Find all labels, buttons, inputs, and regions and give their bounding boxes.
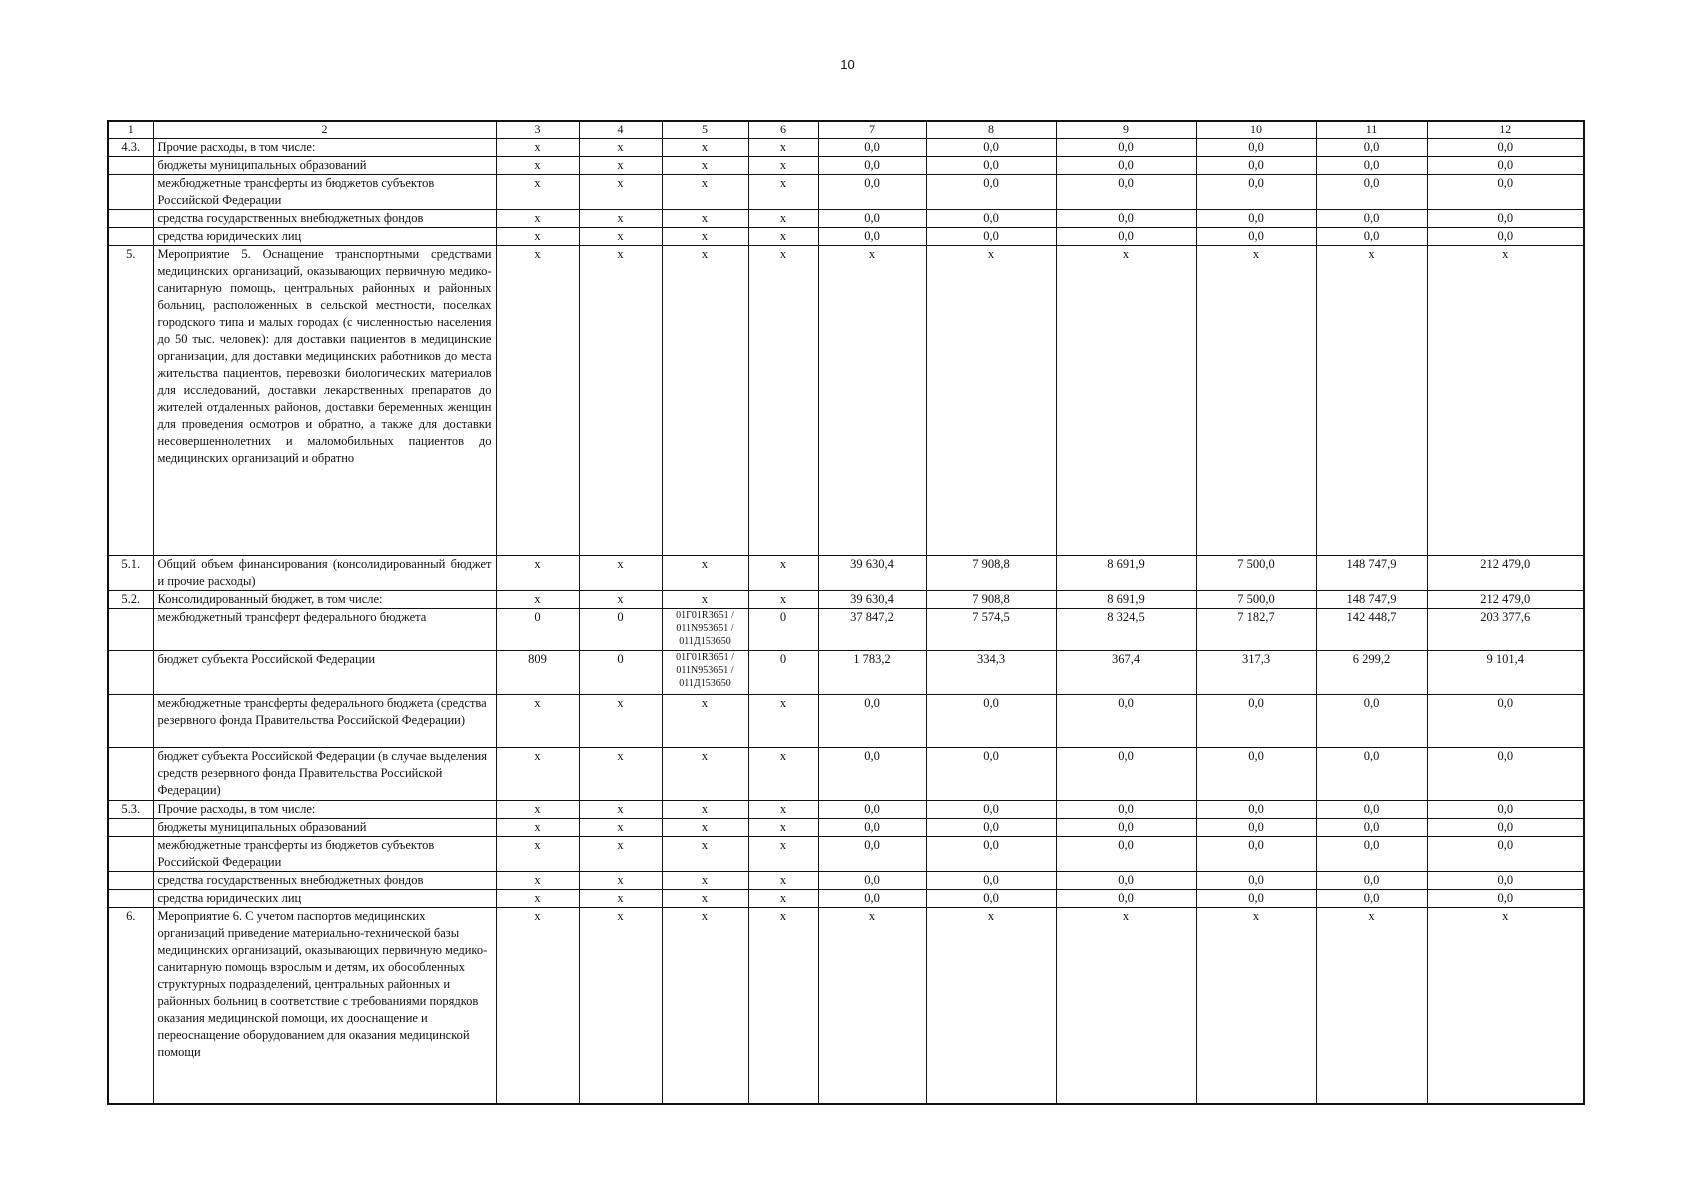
cell-col5: x [662, 556, 748, 591]
financing-table [107, 120, 1585, 1105]
row-description: Мероприятие 6. С учетом паспортов медицинских организаций приведение материально-технической базы медицинских организаций, оказывающих первичную медико-санитарную помощь взрослым и детям, их обособленных структурных подразделений, центральных районных и районных больниц в соответствие с требованиями порядков оказания медицинской помощи, их дооснащение и переоснащение оборудованием для оказания медицинской помощи [153, 908, 496, 1104]
header-cell: 1 [108, 121, 153, 139]
cell-value: 0,0 [1056, 748, 1196, 801]
cell-col6: x [748, 228, 818, 246]
cell-col3: x [496, 890, 579, 908]
cell-col4: x [579, 890, 662, 908]
row-number [108, 228, 153, 246]
cell-col6: x [748, 748, 818, 801]
cell-col3: x [496, 246, 579, 556]
cell-value: 0,0 [1427, 748, 1584, 801]
cell-value: 0,0 [1056, 872, 1196, 890]
table-row [108, 157, 1584, 175]
cell-value: 0,0 [1196, 819, 1316, 837]
cell-value: x [926, 246, 1056, 556]
cell-col4: x [579, 695, 662, 748]
cell-value: 0,0 [926, 175, 1056, 210]
cell-value: 0,0 [1427, 819, 1584, 837]
cell-value: 0,0 [926, 228, 1056, 246]
cell-value: 0,0 [1316, 139, 1427, 157]
cell-col5: x [662, 591, 748, 609]
cell-value: 0,0 [926, 819, 1056, 837]
cell-value: 0,0 [1427, 890, 1584, 908]
cell-value: 0,0 [818, 819, 926, 837]
row-description: межбюджетные трансферты из бюджетов субъектов Российской Федерации [153, 837, 496, 872]
cell-value: 0,0 [926, 139, 1056, 157]
row-description: бюджеты муниципальных образований [153, 819, 496, 837]
cell-col4: x [579, 157, 662, 175]
cell-col3: x [496, 591, 579, 609]
cell-col4: x [579, 591, 662, 609]
row-number: 5.2. [108, 591, 153, 609]
cell-col6: x [748, 819, 818, 837]
header-row [108, 121, 1584, 139]
cell-col6: x [748, 837, 818, 872]
cell-value: 0,0 [818, 139, 926, 157]
cell-col3: x [496, 157, 579, 175]
header-cell: 11 [1316, 121, 1427, 139]
cell-value: 7 500,0 [1196, 591, 1316, 609]
row-description: бюджет субъекта Российской Федерации [153, 651, 496, 695]
row-number [108, 748, 153, 801]
cell-col3: 0 [496, 609, 579, 651]
cell-col5: x [662, 246, 748, 556]
cell-value: 0,0 [818, 890, 926, 908]
cell-value: x [1427, 908, 1584, 1104]
cell-value: 0,0 [1056, 139, 1196, 157]
cell-col6: x [748, 210, 818, 228]
cell-value: 7 500,0 [1196, 556, 1316, 591]
cell-value: 148 747,9 [1316, 556, 1427, 591]
cell-value: 0,0 [926, 890, 1056, 908]
cell-value: 0,0 [818, 748, 926, 801]
table-row [108, 872, 1584, 890]
cell-value: x [1427, 246, 1584, 556]
row-number [108, 157, 153, 175]
cell-value: 0,0 [818, 157, 926, 175]
cell-col5: x [662, 908, 748, 1104]
row-description: средства юридических лиц [153, 228, 496, 246]
cell-value: 0,0 [1427, 139, 1584, 157]
cell-value: 0,0 [1056, 695, 1196, 748]
cell-value: x [1196, 246, 1316, 556]
cell-col3: x [496, 556, 579, 591]
cell-value: 0,0 [1196, 695, 1316, 748]
table-row [108, 556, 1584, 591]
cell-col6: x [748, 890, 818, 908]
cell-col5: x [662, 175, 748, 210]
cell-col5: x [662, 228, 748, 246]
cell-value: 0,0 [1316, 228, 1427, 246]
table-row [108, 139, 1584, 157]
cell-value: 0,0 [1056, 175, 1196, 210]
cell-value: 0,0 [1196, 872, 1316, 890]
cell-value: 0,0 [1316, 837, 1427, 872]
cell-value: 0,0 [926, 157, 1056, 175]
cell-col6: x [748, 695, 818, 748]
row-description: бюджеты муниципальных образований [153, 157, 496, 175]
table-row [108, 890, 1584, 908]
header-cell: 5 [662, 121, 748, 139]
cell-value: 0,0 [1196, 837, 1316, 872]
table-row [108, 591, 1584, 609]
cell-col4: x [579, 748, 662, 801]
cell-col4: x [579, 801, 662, 819]
cell-col4: x [579, 175, 662, 210]
cell-col3: x [496, 175, 579, 210]
cell-value: 0,0 [1427, 695, 1584, 748]
cell-value: 0,0 [1196, 748, 1316, 801]
row-description: межбюджетные трансферты из бюджетов субъектов Российской Федерации [153, 175, 496, 210]
table-row [108, 246, 1584, 556]
cell-col6: x [748, 157, 818, 175]
cell-value: 0,0 [1427, 872, 1584, 890]
cell-col6: 0 [748, 651, 818, 695]
cell-value: 8 691,9 [1056, 591, 1196, 609]
row-number: 5.1. [108, 556, 153, 591]
row-number [108, 890, 153, 908]
row-number [108, 872, 153, 890]
row-number: 4.3. [108, 139, 153, 157]
cell-col3: x [496, 228, 579, 246]
cell-value: 0,0 [926, 872, 1056, 890]
cell-col5: x [662, 157, 748, 175]
cell-col5: x [662, 872, 748, 890]
cell-col4: x [579, 210, 662, 228]
table-row [108, 837, 1584, 872]
table-row [108, 228, 1584, 246]
header-cell: 12 [1427, 121, 1584, 139]
cell-col5: x [662, 695, 748, 748]
row-description: межбюджетные трансферты федерального бюджета (средства резервного фонда Правительства Российской Федерации) [153, 695, 496, 748]
cell-value: x [818, 246, 926, 556]
cell-value: 0,0 [926, 801, 1056, 819]
cell-col6: 0 [748, 609, 818, 651]
header-cell: 6 [748, 121, 818, 139]
cell-col6: x [748, 139, 818, 157]
row-number [108, 819, 153, 837]
cell-col3: x [496, 819, 579, 837]
cell-value: 0,0 [1196, 210, 1316, 228]
cell-value: 0,0 [818, 228, 926, 246]
cell-value: 0,0 [926, 837, 1056, 872]
row-number [108, 175, 153, 210]
table-row [108, 801, 1584, 819]
cell-value: 0,0 [818, 801, 926, 819]
cell-col4: 0 [579, 609, 662, 651]
row-number [108, 695, 153, 748]
cell-value: 0,0 [1316, 157, 1427, 175]
row-number [108, 651, 153, 695]
table-row [108, 748, 1584, 801]
table-row [108, 819, 1584, 837]
cell-value: 0,0 [1316, 695, 1427, 748]
cell-value: 8 691,9 [1056, 556, 1196, 591]
row-description: межбюджетный трансферт федерального бюджета [153, 609, 496, 651]
budget-code: 01Г01R3651 / 011N953651 / 011Д153650 [662, 609, 748, 651]
cell-value: 0,0 [818, 837, 926, 872]
cell-col3: x [496, 748, 579, 801]
cell-value: 39 630,4 [818, 591, 926, 609]
cell-value: 0,0 [1316, 872, 1427, 890]
header-cell: 3 [496, 121, 579, 139]
table-row [108, 609, 1584, 651]
cell-col3: x [496, 210, 579, 228]
cell-value: 0,0 [1427, 228, 1584, 246]
header-cell: 2 [153, 121, 496, 139]
row-number: 5.3. [108, 801, 153, 819]
cell-col6: x [748, 591, 818, 609]
cell-value: 0,0 [818, 695, 926, 748]
cell-value: x [818, 908, 926, 1104]
cell-value: 0,0 [926, 210, 1056, 228]
table-row [108, 175, 1584, 210]
cell-value: 0,0 [818, 210, 926, 228]
cell-value: 37 847,2 [818, 609, 926, 651]
cell-value: 0,0 [1316, 801, 1427, 819]
cell-value: 142 448,7 [1316, 609, 1427, 651]
cell-col4: x [579, 872, 662, 890]
cell-col4: x [579, 908, 662, 1104]
cell-col4: 0 [579, 651, 662, 695]
cell-value: 212 479,0 [1427, 591, 1584, 609]
cell-col6: x [748, 908, 818, 1104]
cell-value: 0,0 [1056, 210, 1196, 228]
cell-col4: x [579, 228, 662, 246]
cell-value: 0,0 [1196, 157, 1316, 175]
cell-col6: x [748, 556, 818, 591]
cell-value: 8 324,5 [1056, 609, 1196, 651]
cell-value: 367,4 [1056, 651, 1196, 695]
cell-col4: x [579, 556, 662, 591]
row-description: бюджет субъекта Российской Федерации (в случае выделения средств резервного фонда Правительства Российской Федерации) [153, 748, 496, 801]
cell-value: 203 377,6 [1427, 609, 1584, 651]
cell-value: 7 574,5 [926, 609, 1056, 651]
cell-value: 0,0 [1196, 801, 1316, 819]
cell-col5: x [662, 819, 748, 837]
row-number: 6. [108, 908, 153, 1104]
cell-value: 9 101,4 [1427, 651, 1584, 695]
cell-col4: x [579, 819, 662, 837]
cell-value: 0,0 [1316, 748, 1427, 801]
cell-value: 0,0 [818, 175, 926, 210]
cell-col6: x [748, 872, 818, 890]
table-row [108, 210, 1584, 228]
row-description: средства юридических лиц [153, 890, 496, 908]
cell-value: 0,0 [926, 695, 1056, 748]
row-description: Мероприятие 5. Оснащение транспортными средствами медицинских организаций, оказывающих первичную медико-санитарную помощь, центральных районных и районных больниц, расположенных в сельской местности, поселках городского типа и малых городах (с численностью населения до 50 тыс. человек): для доставки пациентов в медицинские организации, для доставки медицинских работников до места жительства пациентов, перевозки биологических материалов для исследований, доставки лекарственных препаратов до жителей отдаленных районов, доставки беременных женщин для проведения осмотров и обратно, а также для доставки несовершеннолетних и маломобильных пациентов до медицинских организаций и обратно [153, 246, 496, 556]
row-description: средства государственных внебюджетных фондов [153, 210, 496, 228]
page-number: 10 [840, 57, 855, 72]
cell-value: 7 908,8 [926, 556, 1056, 591]
cell-value: 0,0 [1056, 228, 1196, 246]
cell-col3: 809 [496, 651, 579, 695]
cell-value: 0,0 [818, 872, 926, 890]
cell-col5: x [662, 837, 748, 872]
cell-col6: x [748, 175, 818, 210]
cell-value: 0,0 [1056, 801, 1196, 819]
cell-col3: x [496, 695, 579, 748]
header-cell: 9 [1056, 121, 1196, 139]
cell-value: 148 747,9 [1316, 591, 1427, 609]
cell-value: 7 182,7 [1196, 609, 1316, 651]
cell-col6: x [748, 801, 818, 819]
cell-value: 0,0 [1056, 837, 1196, 872]
cell-value: 0,0 [1316, 210, 1427, 228]
cell-col4: x [579, 139, 662, 157]
row-description: Прочие расходы, в том числе: [153, 801, 496, 819]
header-cell: 4 [579, 121, 662, 139]
cell-col5: x [662, 139, 748, 157]
cell-col3: x [496, 139, 579, 157]
row-description: Общий объем финансирования (консолидированный бюджет и прочие расходы) [153, 556, 496, 591]
cell-value: 6 299,2 [1316, 651, 1427, 695]
cell-value: 0,0 [1427, 157, 1584, 175]
cell-value: x [1056, 246, 1196, 556]
cell-value: 0,0 [1427, 210, 1584, 228]
cell-value: x [926, 908, 1056, 1104]
cell-col3: x [496, 908, 579, 1104]
cell-value: 0,0 [1196, 228, 1316, 246]
cell-value: x [1196, 908, 1316, 1104]
row-description: средства государственных внебюджетных фондов [153, 872, 496, 890]
header-cell: 8 [926, 121, 1056, 139]
header-cell: 10 [1196, 121, 1316, 139]
cell-value: 1 783,2 [818, 651, 926, 695]
row-number [108, 837, 153, 872]
cell-value: 7 908,8 [926, 591, 1056, 609]
table-row [108, 908, 1584, 1104]
cell-value: 0,0 [926, 748, 1056, 801]
cell-col5: x [662, 801, 748, 819]
cell-col3: x [496, 801, 579, 819]
cell-col5: x [662, 890, 748, 908]
cell-value: 0,0 [1316, 175, 1427, 210]
cell-col4: x [579, 837, 662, 872]
cell-col3: x [496, 837, 579, 872]
cell-value: 0,0 [1056, 157, 1196, 175]
row-number [108, 210, 153, 228]
row-description: Прочие расходы, в том числе: [153, 139, 496, 157]
cell-col6: x [748, 246, 818, 556]
cell-col5: x [662, 748, 748, 801]
cell-value: 0,0 [1427, 837, 1584, 872]
cell-col4: x [579, 246, 662, 556]
cell-value: 0,0 [1056, 819, 1196, 837]
cell-value: 0,0 [1427, 175, 1584, 210]
row-number: 5. [108, 246, 153, 556]
row-description: Консолидированный бюджет, в том числе: [153, 591, 496, 609]
cell-value: 0,0 [1316, 890, 1427, 908]
cell-value: 0,0 [1196, 890, 1316, 908]
cell-value: 0,0 [1196, 175, 1316, 210]
table-row [108, 695, 1584, 748]
cell-value: 317,3 [1196, 651, 1316, 695]
cell-value: 39 630,4 [818, 556, 926, 591]
cell-value: x [1316, 908, 1427, 1104]
cell-value: 0,0 [1056, 890, 1196, 908]
header-cell: 7 [818, 121, 926, 139]
cell-value: 0,0 [1316, 819, 1427, 837]
cell-col5: x [662, 210, 748, 228]
row-number [108, 609, 153, 651]
cell-value: x [1316, 246, 1427, 556]
cell-value: x [1056, 908, 1196, 1104]
cell-value: 0,0 [1427, 801, 1584, 819]
budget-code: 01Г01R3651 / 011N953651 / 011Д153650 [662, 651, 748, 695]
cell-value: 334,3 [926, 651, 1056, 695]
table-row [108, 651, 1584, 695]
cell-value: 212 479,0 [1427, 556, 1584, 591]
cell-col3: x [496, 872, 579, 890]
cell-value: 0,0 [1196, 139, 1316, 157]
